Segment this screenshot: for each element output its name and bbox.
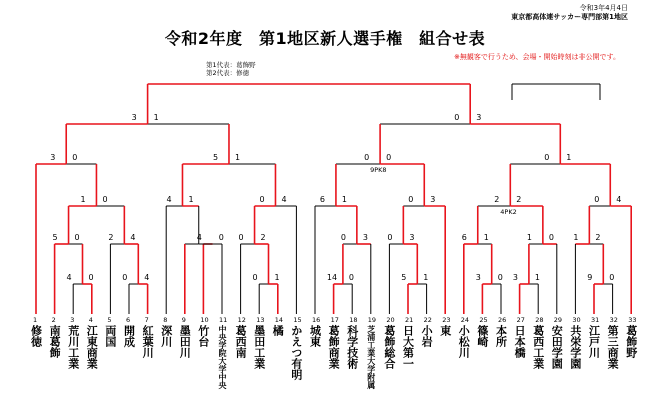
- team-number-11: 11: [219, 316, 228, 324]
- team-name-8: 深川: [159, 325, 173, 347]
- team-name-18: 科学技術: [345, 325, 359, 369]
- team-name-9: 墨田川: [178, 325, 192, 358]
- team-name-25: 篠崎: [475, 325, 489, 347]
- score-r4_c-right: 0: [386, 153, 392, 162]
- team-name-30: 共栄学園: [568, 325, 582, 369]
- team-name-20: 葛飾総合: [382, 325, 396, 369]
- score-m_4_3-left: 4: [66, 273, 72, 282]
- team-number-19: 19: [367, 316, 377, 324]
- page-title: 令和2年度 第1地区新人選手権 組合せ表: [164, 29, 486, 48]
- score-sf_a-right: 1: [153, 113, 159, 122]
- score-m_25_26-left: 3: [475, 273, 481, 282]
- team-name-22: 小岩: [420, 325, 434, 347]
- team-number-31: 31: [591, 316, 600, 324]
- score-r4_a-right: 0: [72, 153, 78, 162]
- score-m_17_18-left: 14: [326, 273, 338, 282]
- score-m_6_7-left: 0: [122, 273, 128, 282]
- score-r3_c-left: 0: [259, 195, 265, 204]
- team-number-28: 28: [535, 316, 544, 324]
- score-r2_24-left: 6: [461, 233, 467, 242]
- team-number-12: 12: [237, 316, 246, 324]
- team-name-2: 南葛飾: [48, 325, 62, 358]
- score-r4_b-left: 5: [212, 153, 219, 162]
- team-number-17: 17: [330, 316, 339, 324]
- score-r4_a-left: 3: [50, 153, 56, 162]
- score-m_21_22-right: 1: [423, 273, 429, 282]
- team-name-15: かえつ有明: [289, 325, 303, 380]
- notice-text: ※無観客で行うため、会場・開始時刻は非公開です。: [453, 53, 620, 61]
- team-name-29: 安田学園: [550, 325, 564, 369]
- team-number-25: 25: [479, 316, 488, 324]
- team-name-13: 墨田工業: [252, 325, 266, 369]
- score-r3_e-left: 0: [408, 195, 414, 204]
- score-m_27_28-left: 3: [512, 273, 518, 282]
- team-number-8: 8: [163, 316, 168, 324]
- team-number-1: 1: [33, 316, 38, 324]
- team-name-19: 芝浦工業大学附属: [366, 325, 376, 389]
- team-name-17: 葛飾商業: [327, 325, 341, 369]
- team-number-29: 29: [553, 316, 563, 324]
- team-number-24: 24: [460, 316, 470, 324]
- team-number-23: 23: [442, 316, 451, 324]
- team-name-26: 本所: [494, 325, 508, 347]
- representative-1: 第1代表：葛飾野: [206, 61, 256, 69]
- score-m_21_22-left: 5: [401, 273, 407, 282]
- score-r3_f-right: 2: [516, 195, 522, 204]
- score-r3_d-left: 6: [319, 195, 326, 204]
- team-name-28: 葛西工業: [531, 325, 545, 369]
- score-r2_20-right: 3: [362, 233, 368, 242]
- score-m_27_28-right: 1: [534, 273, 540, 282]
- team-name-11: 中央学院大学中央: [218, 325, 227, 389]
- team-name-5: 両国: [103, 325, 117, 347]
- team-name-23: 東: [438, 325, 452, 336]
- team-name-7: 紅葉川: [141, 325, 155, 358]
- score-m_10_11-left: 4: [196, 233, 202, 242]
- team-number-7: 7: [144, 316, 149, 324]
- team-name-32: 第三商業: [606, 325, 620, 369]
- team-number-3: 3: [70, 316, 75, 324]
- team-name-4: 江東商業: [85, 325, 99, 369]
- team-name-31: 江戸川: [587, 325, 601, 358]
- team-name-12: 葛西南: [234, 325, 248, 358]
- team-number-6: 6: [126, 316, 131, 324]
- score-r4_c-left: 0: [364, 153, 370, 162]
- score-m_10_11-right: 0: [218, 233, 224, 242]
- score-r3_a-left: 1: [80, 195, 86, 204]
- team-name-14: 橘: [271, 325, 285, 336]
- score-r2_5-right: 4: [130, 233, 136, 242]
- score-m_13_14-left: 0: [252, 273, 258, 282]
- score-m_31_32-left: 9: [587, 273, 593, 282]
- team-number-13: 13: [256, 316, 265, 324]
- score-m_31_32-right: 0: [609, 273, 615, 282]
- score-r2_28-right: 3: [409, 233, 415, 242]
- score-sf_b-left: 0: [454, 113, 460, 122]
- representative-2: 第2代表：修徳: [206, 69, 250, 77]
- team-name-1: 修徳: [29, 325, 43, 347]
- score-r3_e-right: 3: [430, 195, 436, 204]
- team-number-15: 15: [293, 316, 302, 324]
- score-m_4_3-right: 0: [88, 273, 94, 282]
- score-r3_a-right: 0: [102, 195, 108, 204]
- score-r2_2-right: 0: [74, 233, 80, 242]
- score-r4_d-right: 1: [566, 153, 572, 162]
- team-number-14: 14: [274, 316, 284, 324]
- team-name-21: 日大第一: [401, 325, 415, 369]
- score-r3_b-right: 1: [188, 195, 194, 204]
- team-number-32: 32: [609, 316, 618, 324]
- date-label: 令和3年4月4日: [579, 4, 628, 12]
- team-name-27: 日本橋: [513, 325, 527, 358]
- score-r3_f-left: 2: [494, 195, 500, 204]
- organizer-label: 東京都高体連サッカー専門部第1地区: [511, 13, 628, 21]
- team-number-26: 26: [498, 316, 507, 324]
- team-number-22: 22: [423, 316, 432, 324]
- team-name-3: 荒川工業: [66, 325, 80, 369]
- team-number-9: 9: [181, 316, 186, 324]
- score-m_13_14-right: 1: [274, 273, 280, 282]
- pk-note-r3_f: 4PK2: [500, 208, 517, 216]
- team-number-16: 16: [312, 316, 321, 324]
- score-r3_g-left: 0: [594, 195, 600, 204]
- score-r3_g-right: 4: [616, 195, 622, 204]
- score-sf_a-left: 3: [131, 113, 137, 122]
- team-name-16: 城東: [308, 325, 322, 347]
- score-r4_d-left: 0: [544, 153, 550, 162]
- team-number-18: 18: [349, 316, 358, 324]
- score-r3_d-right: 1: [341, 195, 348, 204]
- score-m_17_18-right: 0: [348, 273, 354, 282]
- score-r2_12-right: 2: [260, 233, 266, 242]
- score-r2_28-left: 0: [387, 233, 393, 242]
- team-number-4: 4: [88, 316, 93, 324]
- score-m_25_26-right: 0: [497, 273, 503, 282]
- score-r4_b-right: 1: [234, 153, 241, 162]
- score-r2_20-left: 0: [340, 233, 346, 242]
- team-name-6: 開成: [122, 325, 136, 347]
- score-r2_30-left: 1: [573, 233, 579, 242]
- score-r3_c-right: 4: [281, 195, 287, 204]
- score-r2_16-left: 1: [526, 233, 532, 242]
- team-number-30: 30: [572, 316, 581, 324]
- score-r2_5-left: 2: [108, 233, 114, 242]
- score-r2_16-right: 0: [548, 233, 554, 242]
- score-m_6_7-right: 4: [144, 273, 150, 282]
- score-r2_24-right: 1: [483, 233, 489, 242]
- score-r2_2-left: 5: [52, 233, 58, 242]
- pk-note-r4_c: 9PK8: [370, 166, 387, 174]
- team-number-33: 33: [628, 316, 637, 324]
- score-sf_b-right: 3: [476, 113, 482, 122]
- team-number-20: 20: [386, 316, 395, 324]
- team-number-21: 21: [405, 316, 414, 324]
- team-number-2: 2: [51, 316, 56, 324]
- team-name-33: 葛飾野: [624, 325, 638, 358]
- team-number-27: 27: [516, 316, 525, 324]
- score-r2_30-right: 2: [595, 233, 601, 242]
- team-number-5: 5: [107, 316, 112, 324]
- score-r3_b-left: 4: [166, 195, 172, 204]
- score-r2_12-left: 0: [238, 233, 244, 242]
- team-name-10: 竹台: [196, 325, 210, 347]
- team-number-10: 10: [200, 316, 209, 324]
- team-name-24: 小松川: [457, 325, 471, 358]
